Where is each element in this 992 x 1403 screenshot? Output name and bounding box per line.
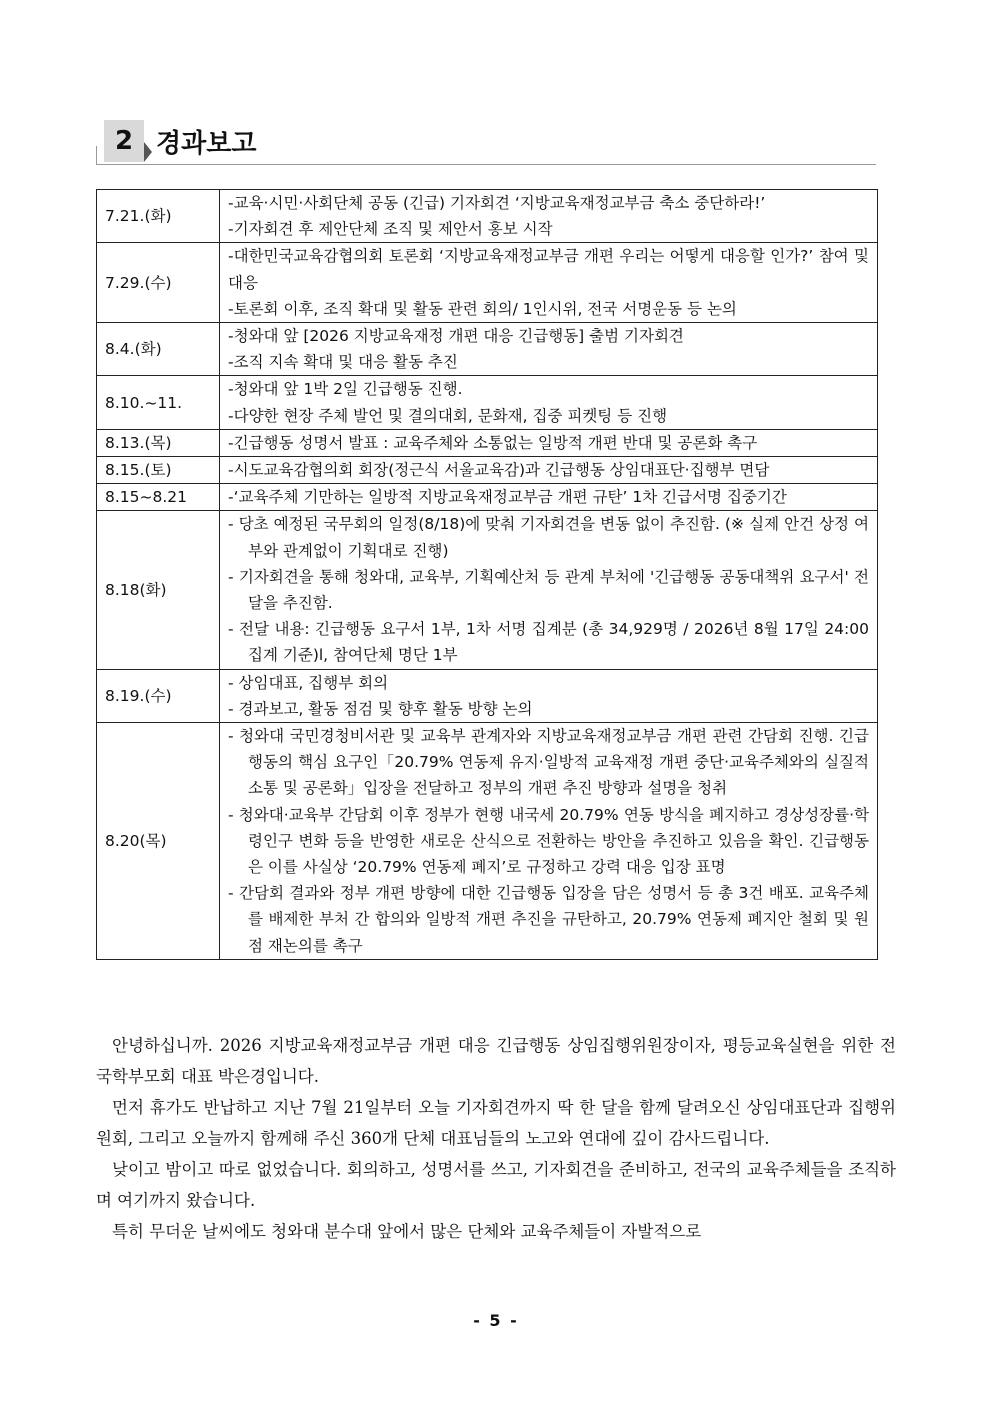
paragraph: 먼저 휴가도 반납하고 지난 7월 21일부터 오늘 기자회견까지 딱 한 달을 함께 달려오신 상임대표단과 집행위원회, 그리고 오늘까지 함께해 주신 360개 단체 대표님들의 노고와 연대에 깊이 감사드립니다. <box>96 1098 896 1148</box>
section-title: 경과보고 <box>156 129 257 159</box>
row-content <box>220 511 878 669</box>
row-date: 7.21.(화) <box>97 190 220 243</box>
section-number: 2 <box>104 120 144 162</box>
row-line: -청와대 앞 1박 2일 긴급행동 진행. <box>228 380 463 399</box>
row-item: - 청와대·교육부 간담회 이후 정부가 현행 내국세 20.79% 연동 방식을 폐지하고 경상성장률·학령인구 변화 등을 반영한 새로운 산식으로 전환하는 방안을 추진하고 있음을 확인. 긴급행동은 이를 사실상 ‘20.79% 연동제 폐지’로 규정하고 강력 대응 입장 표명 <box>228 805 869 877</box>
row-item: - 상임대표, 집행부 회의 <box>228 673 389 692</box>
table-row <box>97 190 878 243</box>
row-line: -긴급행동 성명서 발표 : 교육주체와 소통없는 일방적 개편 반대 및 공론화 촉구 <box>228 433 758 452</box>
row-item: - 간담회 결과와 정부 개편 방향에 대한 긴급행동 입장을 담은 성명서 등 총 3건 배포. 교육주체를 배제한 부처 간 합의와 일방적 개편 추진을 규탄하고, 20.79% 연동제 폐지안 철회 및 원점 재논의를 촉구 <box>228 884 869 955</box>
row-content <box>220 457 878 484</box>
row-line: -토론회 이후, 조직 확대 및 활동 관련 회의/ 1인시위, 전국 서명운동 등 논의 <box>228 299 737 318</box>
table-row <box>97 429 878 456</box>
row-date: 8.15.(토) <box>97 457 220 484</box>
row-date: 8.13.(목) <box>97 429 220 456</box>
row-content <box>220 429 878 456</box>
row-content <box>220 190 878 243</box>
row-line: -대한민국교육감협의회 토론회 ‘지방교육재정교부금 개편 우리는 어떻게 대응할 인가?’ 참여 및 대응 <box>228 247 869 292</box>
row-item: - 기자회견을 통해 청와대, 교육부, 기획예산처 등 관계 부처에 '긴급행동 공동대책위 요구서' 전달을 추진함. <box>228 567 869 613</box>
table-row <box>97 669 878 722</box>
row-item: - 전달 내용: 긴급행동 요구서 1부, 1차 서명 집계분 (총 34,929명 / 2026년 8월 17일 24:00 집계 기준)l, 참여단체 명단 1부 <box>228 620 869 665</box>
row-date: 8.4.(화) <box>97 323 220 376</box>
row-line: -조직 지속 확대 및 대응 활동 추진 <box>228 353 458 372</box>
row-content <box>220 243 878 323</box>
paragraph: 낮이고 밤이고 따로 없었습니다. 회의하고, 성명서를 쓰고, 기자회견을 준비하고, 전국의 교육주체들을 조직하며 여기까지 왔습니다. <box>96 1160 896 1210</box>
paragraph: 안녕하십니까. 2026 지방교육재정교부금 개편 대응 긴급행동 상임집행위원장이자, 평등교육실현을 위한 전국학부모회 대표 박은경입니다. <box>96 1036 896 1086</box>
table-row <box>97 376 878 429</box>
table-row <box>97 243 878 323</box>
speech-body <box>96 1030 896 1247</box>
table-row <box>97 457 878 484</box>
table-row <box>97 723 878 960</box>
row-date: 8.18(화) <box>97 511 220 669</box>
row-content <box>220 323 878 376</box>
table-row <box>97 323 878 376</box>
row-item: - 청와대 국민경청비서관 및 교육부 관계자와 지방교육재정교부금 개편 관련 간담회 진행. 긴급행동의 핵심 요구인「20.79% 연동제 유지·일방적 교육재정 개편 중단·교육주체와의 실질적 소통 및 공론화」입장을 전달하고 정부의 개편 추진 방향과 설명을 청취 <box>228 727 869 798</box>
row-line: -다양한 현장 주체 발언 및 결의대회, 문화재, 집중 피켓팅 등 진행 <box>228 406 668 425</box>
page-number: - 5 - <box>473 1311 519 1330</box>
row-line: -교육·시민·사회단체 공동 (긴급) 기자회견 ‘지방교육재정교부금 축소 중단하라!’ <box>228 194 766 212</box>
row-line: -청와대 앞 [2026 지방교육재정 개편 대응 긴급행동] 출범 기자회견 <box>228 327 684 346</box>
section-number-tab <box>144 142 152 162</box>
row-line: -기자회견 후 제안단체 조직 및 제안서 홍보 시작 <box>228 220 553 239</box>
row-date: 8.20(목) <box>97 723 220 960</box>
paragraph: 특히 무더운 날씨에도 청와대 분수대 앞에서 많은 단체와 교육주체들이 자발적으로 <box>112 1222 702 1241</box>
row-date: 8.15~8.21 <box>97 484 220 511</box>
row-item: - 당초 예정된 국무회의 일정(8/18)에 맞춰 기자회견을 변동 없이 추진함. (※ 실제 안건 상정 여부와 관계없이 기획대로 진행) <box>228 515 869 560</box>
section-header <box>96 120 896 170</box>
table-row <box>97 484 878 511</box>
table-row <box>97 511 878 669</box>
header-left-rule <box>96 146 97 164</box>
row-line: -시도교육감협의회 회장(정근식 서울교육감)과 긴급행동 상임대표단·집행부 면담 <box>228 461 770 480</box>
row-content <box>220 669 878 722</box>
row-date: 8.10.~11. <box>97 376 220 429</box>
row-content <box>220 484 878 511</box>
row-line: -‘교육주체 기만하는 일방적 지방교육재정교부금 개편 규탄’ 1차 긴급서명 집중기간 <box>228 488 787 507</box>
header-underline <box>96 164 876 165</box>
row-date: 8.19.(수) <box>97 669 220 722</box>
row-content <box>220 376 878 429</box>
row-date: 7.29.(수) <box>97 243 220 323</box>
row-item: - 경과보고, 활동 점검 및 향후 활동 방향 논의 <box>228 699 533 718</box>
row-content <box>220 723 878 960</box>
progress-table <box>96 189 878 960</box>
